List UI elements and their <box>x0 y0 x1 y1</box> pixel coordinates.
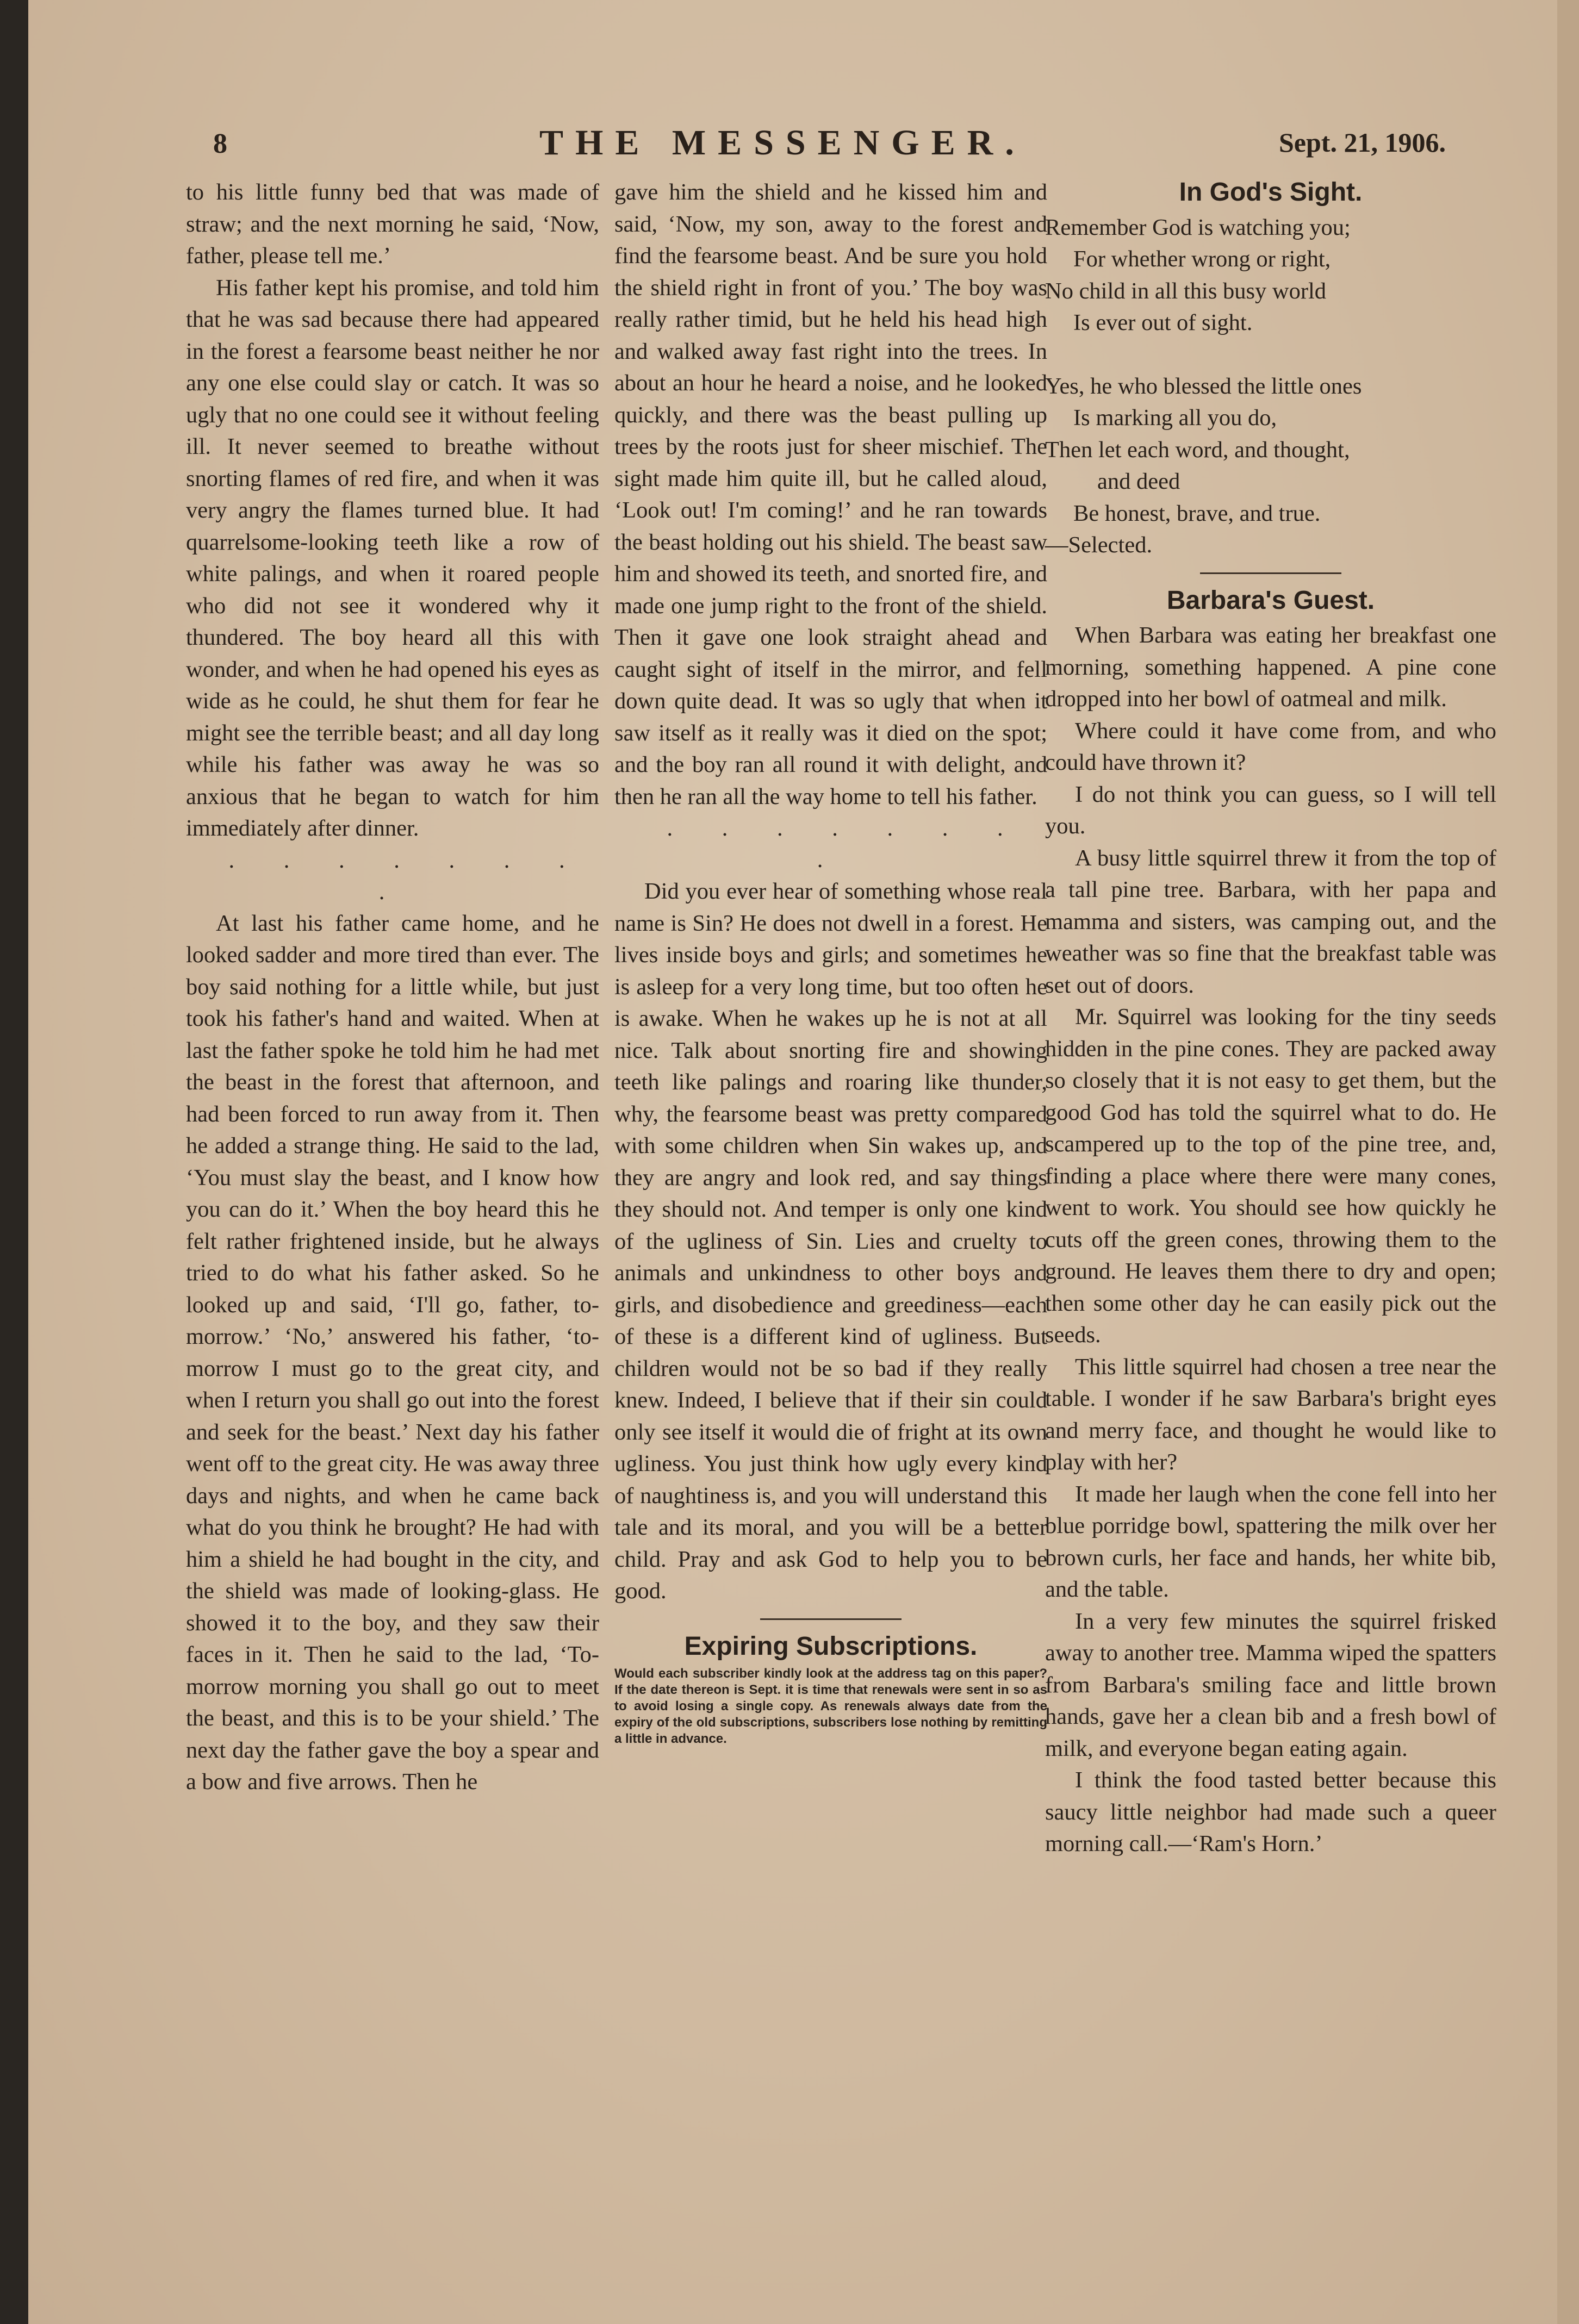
column-1 <box>186 177 599 1798</box>
paragraph: Did you ever hear of something whose real name is Sin? He does not dwell in a forest. He lives inside boys and girls; and sometimes he is asleep for a very long time, but too often he is awake. When he wakes up he is not at all nice. Talk about snorting fire and showing teeth like palings and roaring like thunder, why, the fearsome beast was pretty compared with some children when Sin wakes up, and they are angry and look red, and say things they should not. And temper is only one kind of the ugliness of Sin. Lies and cruelty to animals and unkindness to other boys and girls, and disobedience and greediness—each of these is a different kind of ugliness. But children would not be so bad if they really knew. Indeed, I believe that if their sin could only see itself it would die of fright at its own ugliness. You just think how ugly every kind of naughtiness is, and you will understand this tale and its moral, and you will be a better child. Pray and ask God to help you to be good. <box>614 878 1047 1604</box>
paragraph: It made her laugh when the cone fell into her blue porridge bowl, spattering the milk over her brown curls, her face and hands, her white bib, and the table. <box>1045 1481 1496 1602</box>
poem-attribution: —Selected. <box>1045 532 1153 558</box>
section-break: . . . . . . . . <box>228 847 587 905</box>
poem-line: Yes, he who blessed the little ones <box>1045 373 1362 399</box>
paragraph: A busy little squirrel threw it from the top of a tall pine tree. Barbara, with her papa and mamma and sisters, was camping out, and the weather was so fine that the breakfast table was set out of doors. <box>1045 845 1496 998</box>
page-number: 8 <box>213 128 227 159</box>
story-title: Barbara's Guest. <box>1166 585 1375 615</box>
poem-title: In God's Sight. <box>1179 178 1363 207</box>
poem-line: Is ever out of sight. <box>1073 310 1253 335</box>
column-3 <box>1045 177 1496 1860</box>
masthead: THE MESSENGER. <box>539 123 1026 163</box>
poem-line: Be honest, brave, and true. <box>1073 500 1321 526</box>
paragraph: Mr. Squirrel was looking for the tiny seeds hidden in the pine cones. They are packed away so closely that it is not easy to get them, but the good God has told the squirrel what to do. He scampered up to the top of the pine tree, and, finding a place where there were many cones, went to work. You should see how quickly he cuts off the green cones, throwing them to the ground. He leaves them there to dry and open; then some other day he can easily pick out the seeds. <box>1045 1004 1496 1348</box>
paragraph: gave him the shield and he kissed him and said, ‘Now, my son, away to the forest and find the fearsome beast. And be sure you hold the shield right in front of you.’ The boy was really rather timid, but he held his head high and walked away fast right into the trees. In about an hour he heard a noise, and he looked quickly, and there was the beast pulling up trees by the roots just for sheer mischief. The sight made him quite ill, but he called aloud, ‘Look out! I'm coming!’ and he ran towards the beast holding out his shield. The beast saw him and showed its teeth, and snorted fire, and made one jump right to the front of the shield. Then it gave one look straight ahead and caught sight of itself in the mirror, and fell down quite dead. It was so ugly that when it saw itself as it really was it died on the spot; and the boy ran all round it with delight, and then he ran all the way home to tell his father. <box>614 179 1047 809</box>
newspaper-page <box>28 0 1579 2324</box>
column-2 <box>614 177 1047 1747</box>
poem-line: No child in all this busy world <box>1045 278 1327 304</box>
poem-line: and deed <box>1097 469 1180 494</box>
paragraph: to his little funny bed that was made of straw; and the next morning he said, ‘Now, father, please tell me.’ <box>186 179 599 269</box>
paragraph: This little squirrel had chosen a tree near the table. I wonder if he saw Barbara's bright eyes and merry face, and thought he would like to play with her? <box>1045 1354 1496 1475</box>
subscriptions-notice: Would each subscriber kindly look at the address tag on this paper? If the date thereon is Sept. it is time that renewals were sent in so as to avoid losing a single copy. As renewals always date from the expiry of the old subscriptions, subscribers lose nothing by remitting a little in advance. <box>614 1666 1047 1746</box>
paragraph: Where could it have come from, and who could have thrown it? <box>1045 718 1496 775</box>
page-edge <box>1557 0 1579 2324</box>
page-header <box>28 122 1579 166</box>
poem <box>1045 212 1496 562</box>
divider <box>760 1618 902 1620</box>
paragraph: His father kept his promise, and told him that he was sad because there had appeared in the forest a fearsome beast neither he nor any one else could slay or catch. It was so ugly that no one could see it without feeling ill. It never seemed to breathe without snorting flames of red fire, and when it was very angry the flames turned blue. It had quarrelsome-looking teeth like a row of white palings, and when it roared people who did not see it wondered why it thundered. The boy heard all this with wonder, and when he had opened his eyes as wide as he could, he shut them for fear he might see the terrible beast; and all day long while his father was away he was so anxious that he began to watch for him immediately after dinner. <box>186 275 599 841</box>
poem-line: Remember God is watching you; <box>1045 214 1351 240</box>
poem-line: For whether wrong or right, <box>1073 246 1331 272</box>
issue-date: Sept. 21, 1906. <box>1279 127 1446 158</box>
poem-line: Is marking all you do, <box>1073 405 1277 431</box>
poem-line: Then let each word, and thought, <box>1045 437 1350 463</box>
paragraph: I think the food tasted better because this saucy little neighbor had made such a queer morning call.—‘Ram's Horn.’ <box>1045 1767 1496 1856</box>
paragraph: When Barbara was eating her breakfast one morning, something happened. A pine cone dropped into her bowl of oatmeal and milk. <box>1045 622 1496 712</box>
paragraph: I do not think you can guess, so I will tell you. <box>1045 781 1496 839</box>
paragraph: At last his father came home, and he looked sadder and more tired than ever. The boy said nothing for a little while, but just took his father's hand and waited. When at last the father spoke he told him he had met the beast in the forest that afternoon, and had been forced to run away from it. Then he added a strange thing. He said to the lad, ‘You must slay the beast, and I know how you can do it.’ When the boy heard this he felt rather frightened inside, but he always tried to do what his father asked. So he looked up and said, ‘I'll go, father, to-morrow.’ ‘No,’ answered his father, ‘to-morrow I must go to the great city, and when I return you shall go out into the forest and seek for the beast.’ Next day his father went off to the great city. He was away three days and nights, and when he came back what do you think he brought? He had with him a shield he had bought in the city, and the shield was made of looking-glass. He showed it to the boy, and they saw their faces in it. Then he said to the lad, ‘To-morrow morning you shall go out to meet the beast, and this is to be your shield.’ The next day the father gave the boy a spear and a bow and five arrows. Then he <box>186 910 599 1795</box>
section-break: . . . . . . . . <box>667 815 1025 873</box>
subscriptions-heading: Expiring Subscriptions. <box>684 1631 978 1661</box>
paragraph: In a very few minutes the squirrel frisked away to another tree. Mamma wiped the spatters from Barbara's smiling face and little brown hands, gave her a clean bib and a fresh bowl of milk, and everyone began eating again. <box>1045 1608 1496 1761</box>
stanza-gap <box>1045 339 1496 371</box>
divider <box>1200 572 1341 574</box>
